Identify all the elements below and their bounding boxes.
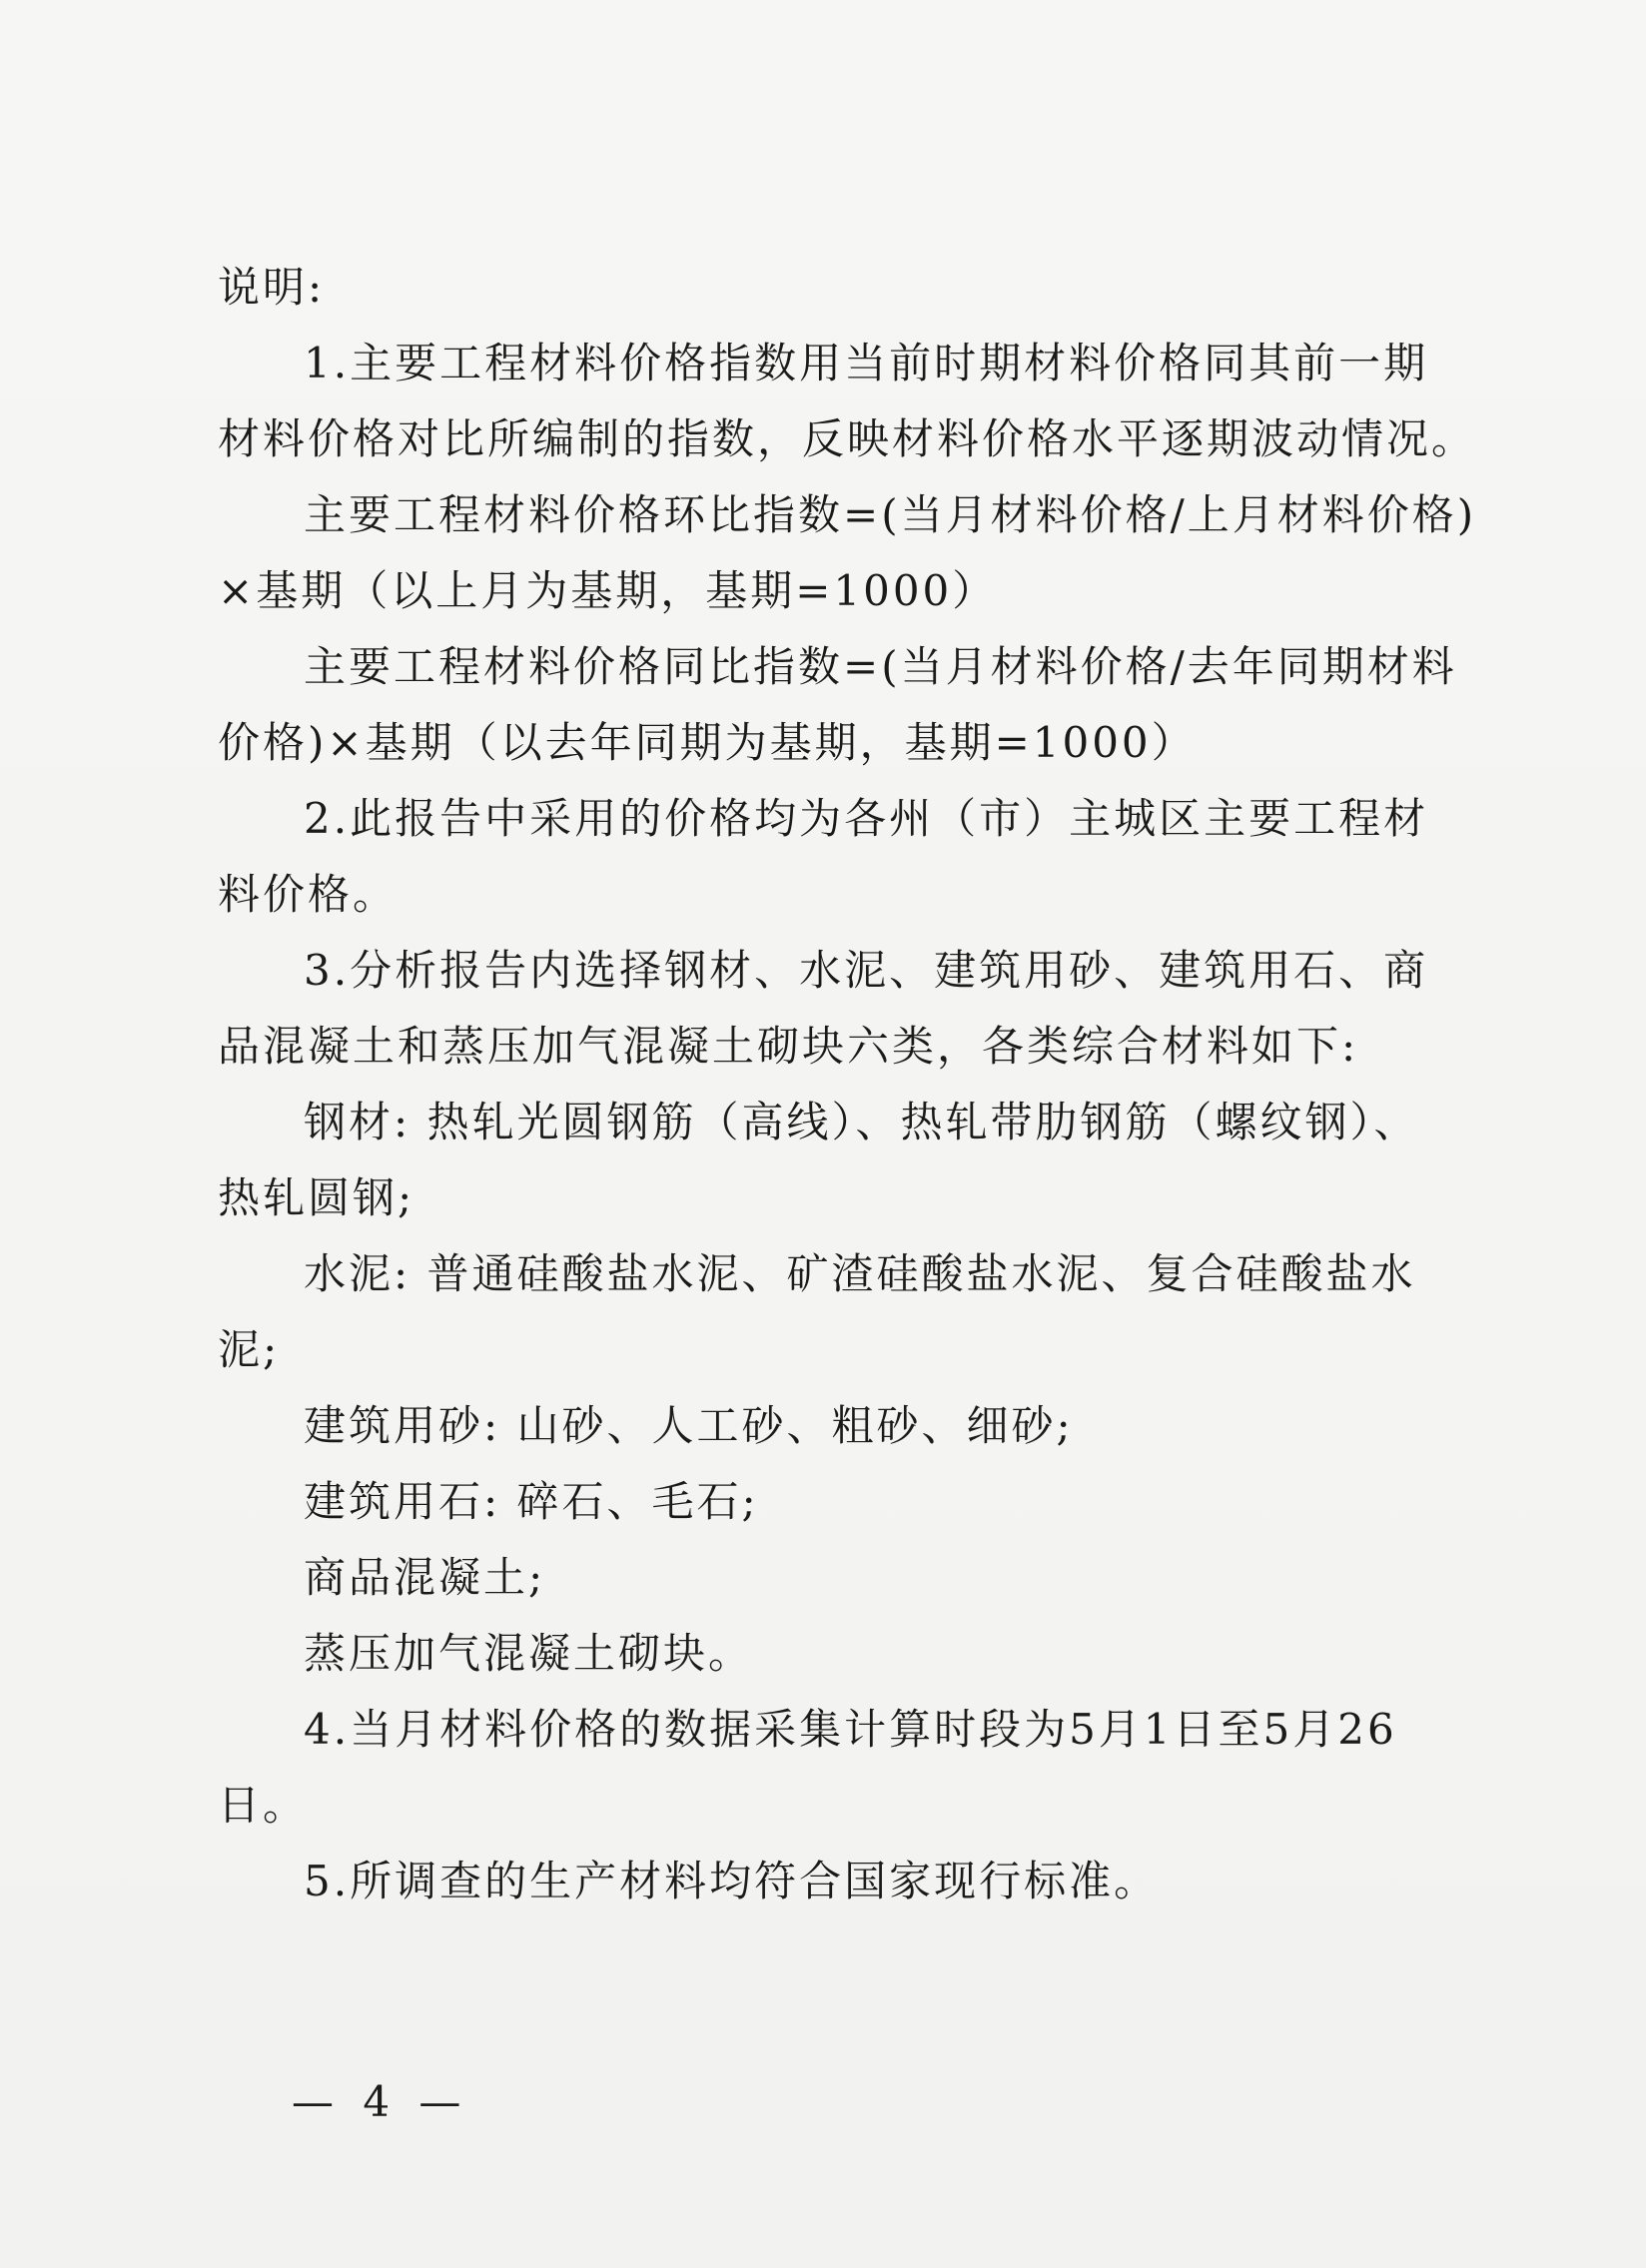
paragraph-line: 价格)×基期（以去年同期为基期，基期=1000） — [218, 718, 1197, 767]
paragraph-line: 品混凝土和蒸压加气混凝土砌块六类，各类综合材料如下: — [218, 1022, 1359, 1071]
paragraph-line: 商品混凝土; — [304, 1553, 546, 1602]
paragraph-line: 4.当月材料价格的数据采集计算时段为5月1日至5月26 — [304, 1705, 1397, 1754]
paragraph-line: 3.分析报告内选择钢材、水泥、建筑用砂、建筑用石、商 — [304, 946, 1429, 995]
paragraph-line: 主要工程材料价格环比指数=(当月材料价格/上月材料价格) — [304, 490, 1477, 539]
paragraph-line: 水泥: 普通硅酸盐水泥、矿渣硅酸盐水泥、复合硅酸盐水 — [304, 1249, 1416, 1298]
paragraph-line: ×基期（以上月为基期，基期=1000） — [218, 566, 998, 615]
paragraph-line: 热轧圆钢; — [218, 1173, 415, 1222]
section-heading: 说明: — [218, 263, 326, 312]
paragraph-line: 料价格。 — [218, 870, 399, 919]
paragraph-line: 5.所调查的生产材料均符合国家现行标准。 — [304, 1857, 1160, 1905]
paragraph-line: 2.此报告中采用的价格均为各州（市）主城区主要工程材 — [304, 794, 1429, 843]
page-number: — 4 — — [292, 2077, 469, 2126]
paragraph-line: 建筑用砂: 山砂、人工砂、粗砂、细砂; — [304, 1401, 1074, 1450]
paragraph-line: 建筑用石: 碎石、毛石; — [304, 1477, 759, 1526]
paragraph-line: 日。 — [218, 1781, 309, 1830]
paragraph-line: 钢材: 热轧光圆钢筋（高线）、热轧带肋钢筋（螺纹钢）、 — [304, 1098, 1419, 1146]
paragraph-line: 1.主要工程材料价格指数用当前时期材料价格同其前一期 — [304, 339, 1429, 387]
document-body — [218, 250, 1477, 1919]
paragraph-line: 主要工程材料价格同比指数=(当月材料价格/去年同期材料 — [304, 642, 1457, 691]
paragraph-line: 材料价格对比所编制的指数，反映材料价格水平逐期波动情况。 — [218, 414, 1477, 463]
paragraph-line: 泥; — [218, 1325, 281, 1374]
paragraph-line: 蒸压加气混凝土砌块。 — [304, 1629, 754, 1678]
